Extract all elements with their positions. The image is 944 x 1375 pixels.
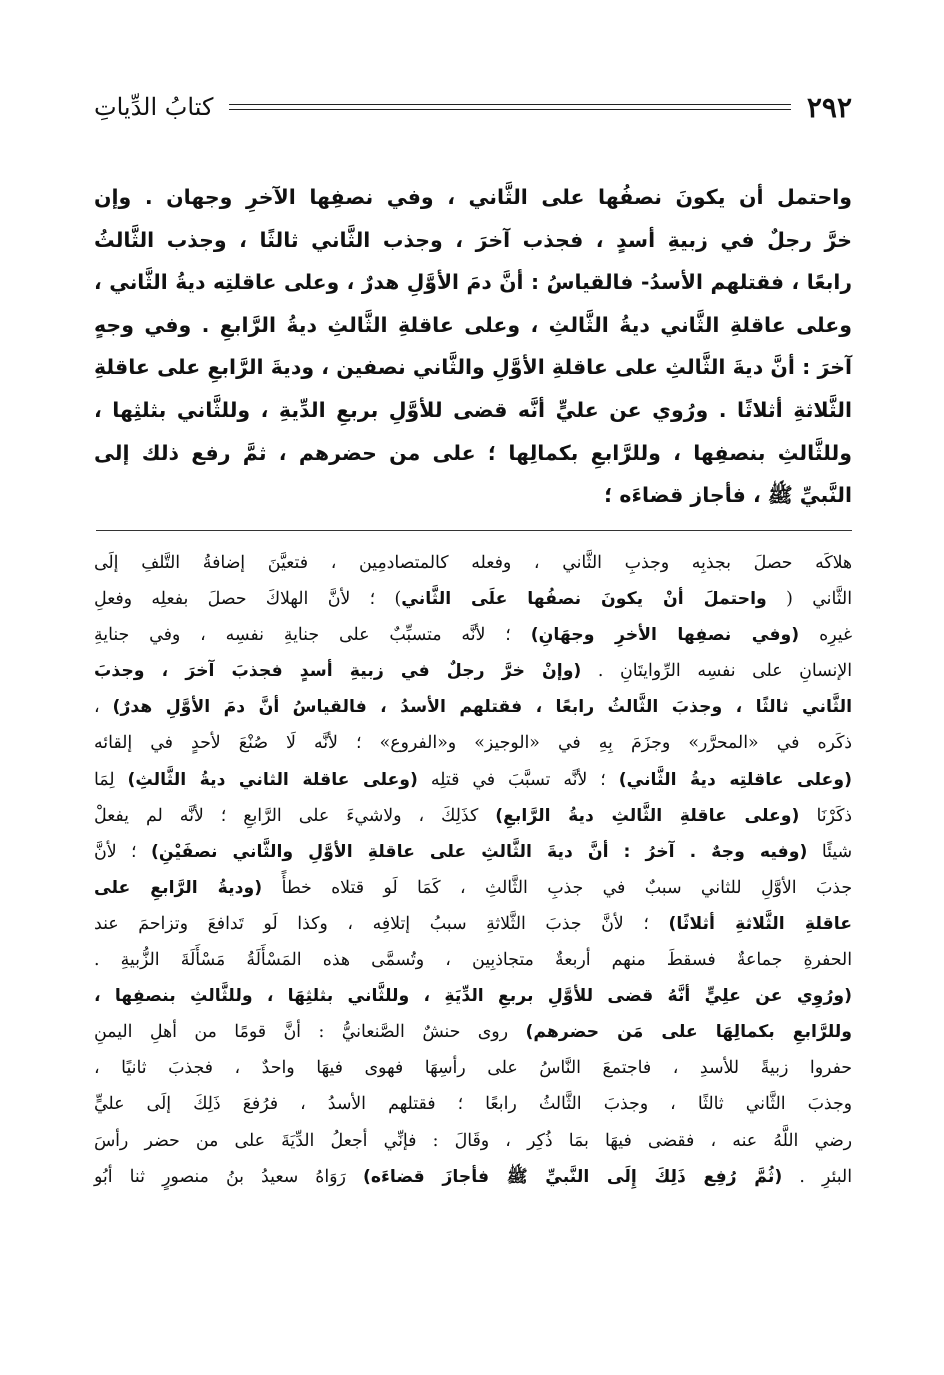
commentary-line bbox=[94, 581, 852, 617]
commentary-line bbox=[94, 834, 852, 870]
commentary-segment: رَوَاهُ سعيدُ بنُ منصورٍ ثنا أبُو bbox=[94, 1166, 363, 1187]
commentary-segment: شيئًا bbox=[807, 841, 853, 862]
commentary-line bbox=[94, 617, 852, 653]
quoted-matn-segment: (وعلى عاقلة الثاني ديةُ الثَّالثِ) bbox=[127, 769, 418, 790]
commentary-line bbox=[94, 653, 852, 689]
quoted-matn-segment: (ورُوِي عن علِيٍّ أنَّهُ قضى للأوَّلِ بربعِ الدِّيَةِ ، وللثَّاني بثلثِهَا ، وللثَّالثِ بنصفِها ، bbox=[94, 986, 852, 1007]
commentary-segment: الثَّاني ( bbox=[766, 589, 852, 610]
matn-line: الثَّلاثةِ أثلاثًا . ورُوي عن عليٍّ أنَّه قضى للأوَّلِ بربعِ الدِّيةِ ، وللثَّاني بثلثِها ، bbox=[94, 397, 852, 422]
commentary-line bbox=[94, 762, 852, 798]
commentary-segment: ، bbox=[94, 697, 113, 718]
running-title: كتابُ الدِّياتِ bbox=[94, 93, 214, 121]
matn-line: آخرَ : أنَّ ديةَ الثَّالثِ على عاقلةِ الأوَّلِ والثَّاني نصفين ، وديةَ الرَّابعِ على عاقلةِ bbox=[94, 355, 852, 380]
commentary-line bbox=[94, 1159, 852, 1195]
quoted-matn-segment: (ثُمَّ رُفِع ذَلِكَ إِلَى النَّبيِّ ﷺ فأجازَ قضاءَه) bbox=[362, 1166, 783, 1187]
section-separator bbox=[96, 530, 852, 531]
commentary-segment: وجذبَ الثَّاني ثالثًا ، وجذبَ الثَّالثُ رابعًا ؛ فقتلهم الأسدُ ، فرُفعَ ذَلِكَ إلَى عليٍّ bbox=[94, 1094, 852, 1115]
matn-text bbox=[94, 176, 852, 517]
commentary-text bbox=[94, 545, 852, 1195]
commentary-segment: جذبَ الأوَّلِ للثاني سببٌ في جذبِ الثَّالثِ ، كَمَا لَو قتلاه خطأً bbox=[262, 877, 852, 898]
commentary-line bbox=[94, 1123, 852, 1159]
commentary-segment: روى حنشٌ الصَّنعانيُّ : أنَّ قومًا من أهلِ اليمنِ bbox=[94, 1022, 526, 1043]
page-number: ٢٩٢ bbox=[806, 90, 852, 124]
commentary-segment: ذكَره في «المحرَّر» وجزَمَ بِهِ في «الوجيز» و«الفروع» ؛ لأنَّه لَا صُنْعَ لأحدٍ في إلقائه bbox=[94, 733, 852, 754]
commentary-segment: كذَلِكَ ، ولاشيءَ على الرَّابعِ ؛ لأنَّه لم يفعلْ bbox=[94, 805, 496, 826]
commentary-line bbox=[94, 1050, 852, 1086]
matn-line: خرَّ رجلٌ في زبيةِ أسدٍ ، فجذب آخرَ ، وجذب الثَّاني ثالثًا ، وجذب الثَّالثُ bbox=[94, 227, 852, 252]
quoted-matn-segment: (وفيه وجهٌ . آخرُ : أنَّ ديةَ الثَّالثِ على عاقلةِ الأوَّلِ والثَّاني نصفَيْنِ) bbox=[151, 841, 808, 862]
commentary-segment: ؛ لأنَّه متسبِّبٌ على جنايةِ نفسِه ، وفي جنايةِ bbox=[94, 625, 531, 646]
commentary-line bbox=[94, 942, 852, 978]
quoted-matn-segment: واحتملَ أنْ يكونَ نصفُها علَى الثَّاني bbox=[401, 589, 767, 610]
commentary-segment: ؛ لأنَّ bbox=[94, 841, 152, 862]
commentary-segment: ذكَرْنَا bbox=[799, 805, 853, 826]
matn-line: واحتمل أن يكونَ نصفُها على الثَّاني ، وفي نصفِها الآخرِ وجهان . وإن bbox=[94, 185, 852, 209]
commentary-line bbox=[94, 725, 852, 761]
commentary-segment: البئرِ . bbox=[782, 1166, 853, 1187]
quoted-matn-segment: (وديةُ الرَّابعِ على bbox=[94, 877, 263, 898]
commentary-line bbox=[94, 1086, 852, 1122]
commentary-segment: الإنسانِ على نفسِه الرِّوايتَانِ . bbox=[581, 661, 852, 682]
commentary-segment: هلاكَه حصلَ بجذبِه وجذبِ الثَّاني ، وفعله كالمتصادمِين ، فتعيَّنَ إضافةُ التَّلفِ إلَى bbox=[94, 553, 852, 573]
page-header bbox=[94, 82, 852, 132]
commentary-segment: ) ؛ لأنَّ الهلاكَ حصلَ بفعلِه وفعلِ bbox=[94, 589, 402, 610]
quoted-matn-segment: عاقلةِ الثَّلاثةِ أثلاثًا) bbox=[668, 913, 852, 934]
matn-line: وعلى عاقلةِ الثَّاني ديةُ الثَّالثِ ، وعلى عاقلةِ الثَّالثِ ديةُ الرَّابعِ . وفي وجهٍ bbox=[94, 312, 852, 337]
commentary-line bbox=[94, 798, 852, 834]
matn-line: رابعًا ، فقتلهم الأسدُ- فالقياسُ : أنَّ دمَ الأوَّلِ هدرٌ ، وعلى عاقلتِه ديةُ الثَّاني ، bbox=[94, 270, 852, 295]
quoted-matn-segment: وللرَّابعِ بكمالِهَا على مَن حضرهم) bbox=[525, 1022, 852, 1043]
commentary-segment: ؛ لأنَّه تسبَّبَ في قتلِه bbox=[417, 769, 619, 790]
commentary-segment: رضي اللَّهُ عنه ، فقضى فيهَا بمَا ذُكِر ، وقَالَ : فإنِّي أجعلُ الدِّيَةَ على من حضر رأسَ bbox=[94, 1130, 852, 1151]
commentary-line bbox=[94, 978, 852, 1014]
matn-line: النَّبيِّ ﷺ ، فأجاز قضاءَه ؛ bbox=[604, 483, 852, 508]
quoted-matn-segment: (وعلى عاقلتِه ديةُ الثَّاني) bbox=[618, 769, 852, 790]
commentary-segment: غيرِه bbox=[799, 625, 852, 646]
matn-line: وللثَّالثِ بنصفِها ، وللرَّابعِ بكمالِها ؛ على من حضرهم ، ثمَّ رفع ذلك إلى bbox=[94, 440, 852, 465]
quoted-matn-segment: الثَّاني ثالثًا ، وجذبَ الثَّالثُ رابعًا ، فقتلهم الأسدُ ، فالقياسُ أنَّ دمَ الأوَّلِ هدرٌ) bbox=[112, 697, 852, 718]
commentary-segment: الحفرةِ جماعةٌ فسقطَ منهم أربعةٌ متجاذبِين ، وتُسمَّى هذه المَسْأَلَةُ مَسْأَلَةَ الزُّبيةِ . bbox=[94, 950, 852, 971]
commentary-line bbox=[94, 1014, 852, 1050]
quoted-matn-segment: (وفي نصفِها الأخرِ وجهَانِ) bbox=[530, 625, 800, 646]
quoted-matn-segment: (وإنْ خرَّ رجلٌ في زبيةِ أسدٍ فجذبَ آخرَ ، وجذبَ bbox=[94, 661, 582, 682]
commentary-segment: ؛ لأنَّ جذبَ الثَّلاثةِ سببُ إتلافِه ، وكذا لَو تَدافعَ وتزاحمَ عند bbox=[94, 913, 669, 934]
commentary-line bbox=[94, 870, 852, 906]
commentary-segment: حفروا زبيةً للأسدِ ، فاجتمعَ النَّاسُ على رأسِهَا فهوى فيهَا واحدٌ ، فجذبَ ثانيًا ، bbox=[94, 1058, 852, 1079]
commentary-segment: لِمَا bbox=[94, 769, 128, 790]
commentary-line bbox=[94, 906, 852, 942]
header-rule bbox=[229, 104, 791, 110]
quoted-matn-segment: (وعلى عاقلةِ الثَّالثِ ديةُ الرَّابعِ) bbox=[495, 805, 800, 826]
commentary-line bbox=[94, 545, 852, 581]
commentary-line bbox=[94, 689, 852, 725]
